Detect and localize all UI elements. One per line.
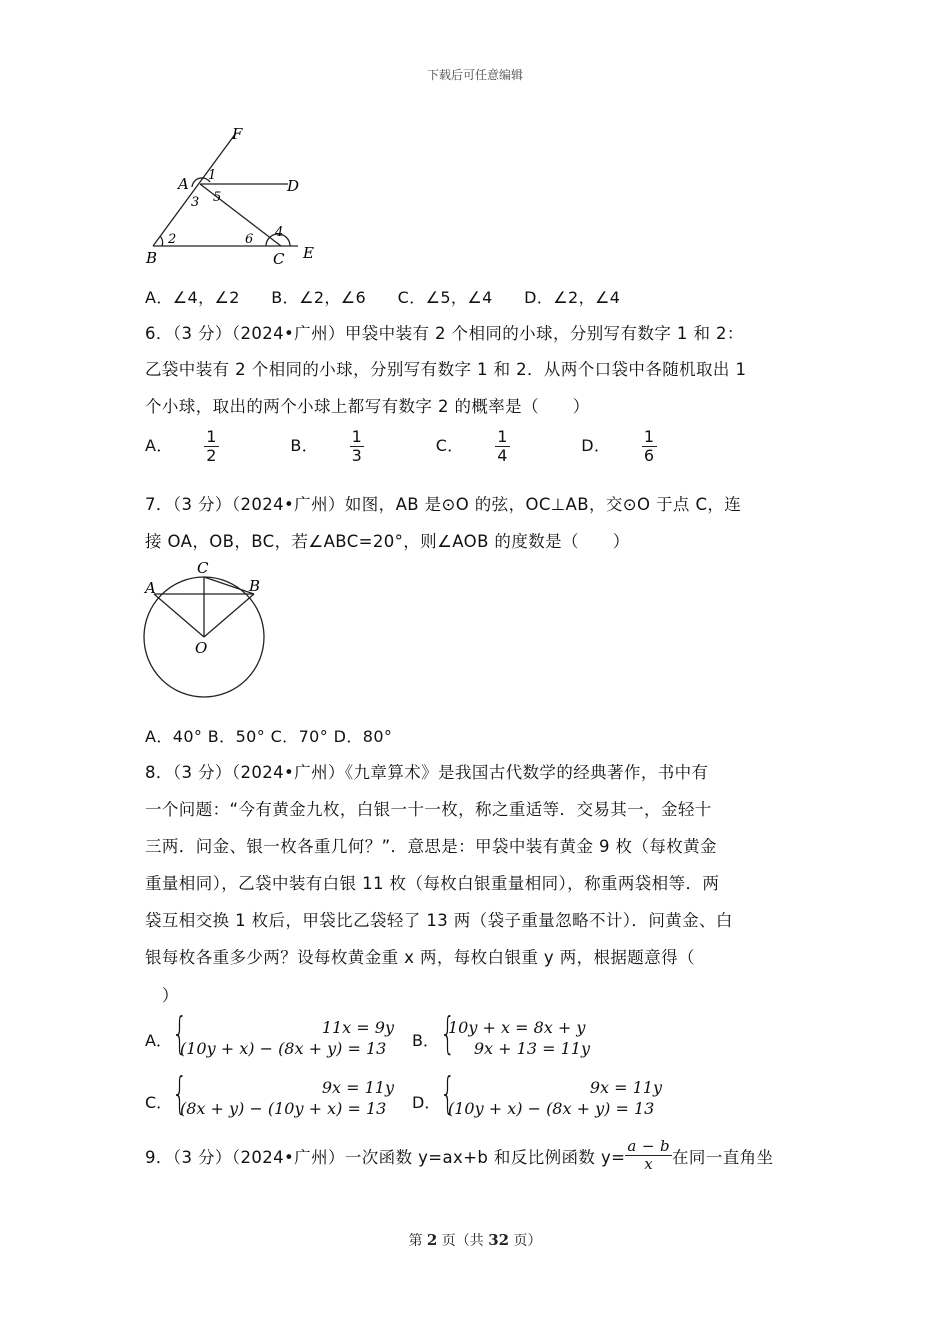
equation-1: 10y + x = 8x + y — [448, 1018, 586, 1037]
equation-1: 9x = 11y — [321, 1078, 394, 1097]
q9-suffix: 在同一直角坐 — [672, 1147, 774, 1167]
fraction: $\frac{1}{2}$ — [206, 427, 217, 466]
equation-2: (10y + x) − (8x + y) = 13 — [448, 1099, 655, 1118]
label-A: A — [178, 175, 189, 193]
equation-2: 9x + 13 = 11y — [473, 1039, 590, 1058]
q6-option-d[interactable]: D． $\frac{1}{6}$ — [581, 436, 708, 455]
label-angle-2: 2 — [168, 232, 177, 247]
circle-figure — [140, 560, 275, 700]
label-E: E — [303, 244, 314, 262]
segment-BC — [204, 577, 254, 594]
q8-line-2: 一个问题：“今有黄金九枚，白银一十一枚，称之重适等．交易其一，金轻十 — [145, 800, 712, 819]
q8-option-a[interactable]: A． — [145, 1031, 172, 1050]
fraction: $\frac{1}{6}$ — [643, 427, 655, 466]
label-angle-5: 5 — [213, 190, 222, 205]
label-angle-3: 3 — [191, 195, 200, 210]
q6-line-1: 6．（3 分）（2024•广州）甲袋中装有 2 个相同的小球，分别写有数字 1 和 2： — [145, 324, 744, 343]
label-B: B — [146, 249, 158, 267]
q8-line-4: 重量相同），乙袋中装有白银 11 枚（每枚白银重量相同），称重两袋相等．两 — [145, 874, 720, 893]
brace-icon: { — [440, 1008, 456, 1059]
equation-2: (10y + x) − (8x + y) = 13 — [180, 1039, 387, 1058]
equation-1: 9x = 11y — [589, 1078, 662, 1097]
q8-option-c-system — [172, 1068, 402, 1122]
label-C: C — [197, 560, 209, 577]
equation-1: 11x = 9y — [321, 1018, 394, 1037]
label-C: C — [273, 250, 285, 268]
q5-option-d[interactable]: D．∠2，∠4 — [524, 288, 621, 307]
label-F: F — [232, 125, 243, 143]
label-angle-4: 4 — [275, 225, 284, 240]
segment-OA — [154, 594, 204, 637]
q8-option-c[interactable]: C． — [145, 1093, 173, 1112]
label-B: B — [249, 577, 261, 595]
brace-icon: { — [172, 1008, 188, 1059]
q8-option-b-system — [440, 1008, 600, 1062]
segment-OB — [204, 594, 254, 637]
angle-figure — [140, 125, 330, 270]
label-O: O — [195, 639, 208, 657]
q8-line-7: ） — [145, 986, 179, 1005]
q5-option-a[interactable]: A．∠4，∠2 — [145, 288, 240, 307]
q7-line-2: 接 OA，OB，BC，若∠ABC=20°，则∠AOB 的度数是（ ） — [145, 532, 630, 551]
q8-option-d-system — [440, 1068, 670, 1122]
q8-option-a-system — [172, 1008, 402, 1062]
total-pages: 32 — [488, 1231, 510, 1249]
q8-option-b[interactable]: B． — [412, 1031, 439, 1050]
q6-line-3: 个小球，取出的两个小球上都写有数字 2 的概率是（ ） — [145, 397, 590, 416]
q6-option-c[interactable]: C． $\frac{1}{4}$ — [436, 436, 568, 455]
label-angle-6: 6 — [245, 232, 254, 247]
q6-line-2: 乙袋中装有 2 个相同的小球，分别写有数字 1 和 2．从两个口袋中各随机取出 1 — [145, 360, 747, 379]
label-A: A — [145, 579, 156, 597]
q6-options — [145, 428, 735, 466]
q6-option-b[interactable]: B． $\frac{1}{3}$ — [290, 436, 421, 455]
q6-option-a[interactable]: A． $\frac{1}{2}$ — [145, 436, 276, 455]
q8-option-d[interactable]: D． — [412, 1093, 441, 1112]
q8-line-6: 银每枚各重多少两？设每枚黄金重 x 两，每枚白银重 y 两，根据题意得（ — [145, 948, 695, 967]
label-angle-1: 1 — [208, 168, 217, 183]
equation-2: (8x + y) − (10y + x) = 13 — [180, 1099, 387, 1118]
label-D: D — [287, 177, 300, 195]
line-BF — [153, 133, 236, 246]
q7-line-1: 7．（3 分）（2024•广州）如图，AB 是⊙O 的弦，OC⊥AB，交⊙O 于点 C，连 — [145, 495, 742, 514]
q9-prefix: 9．（3 分）（2024•广州）一次函数 y=ax+b 和反比例函数 y= — [145, 1147, 626, 1167]
fraction: $\frac{1}{3}$ — [351, 427, 363, 466]
brace-icon: { — [172, 1068, 188, 1119]
q9-fraction: $\frac{a - b}{x}$ — [627, 1137, 671, 1174]
current-page: 2 — [426, 1231, 438, 1249]
page-header: 下载后可任意编辑 — [426, 68, 523, 82]
q5-option-c[interactable]: C．∠5，∠4 — [397, 288, 493, 307]
q5-options — [145, 285, 646, 308]
brace-icon: { — [440, 1068, 456, 1119]
q9-line-1 — [145, 1138, 773, 1174]
q8-line-1: 8．（3 分）（2024•广州）《九章算术》是我国古代数学的经典著作，书中有 — [145, 763, 709, 782]
fraction: $\frac{1}{4}$ — [497, 427, 508, 466]
q7-options: A．40° B．50° C．70° D．80° — [145, 727, 393, 746]
q8-line-5: 袋互相交换 1 枚后，甲袋比乙袋轻了 13 两（袋子重量忽略不计）．问黄金、白 — [145, 911, 733, 930]
arc-angle-B — [160, 236, 163, 246]
q8-line-3: 三两．问金、银一枚各重几何？”．意思是：甲袋中装有黄金 9 枚（每枚黄金 — [145, 837, 717, 856]
q5-option-b[interactable]: B．∠2，∠6 — [271, 288, 367, 307]
page-footer: 第 2 页（共 32 页） — [408, 1231, 542, 1249]
